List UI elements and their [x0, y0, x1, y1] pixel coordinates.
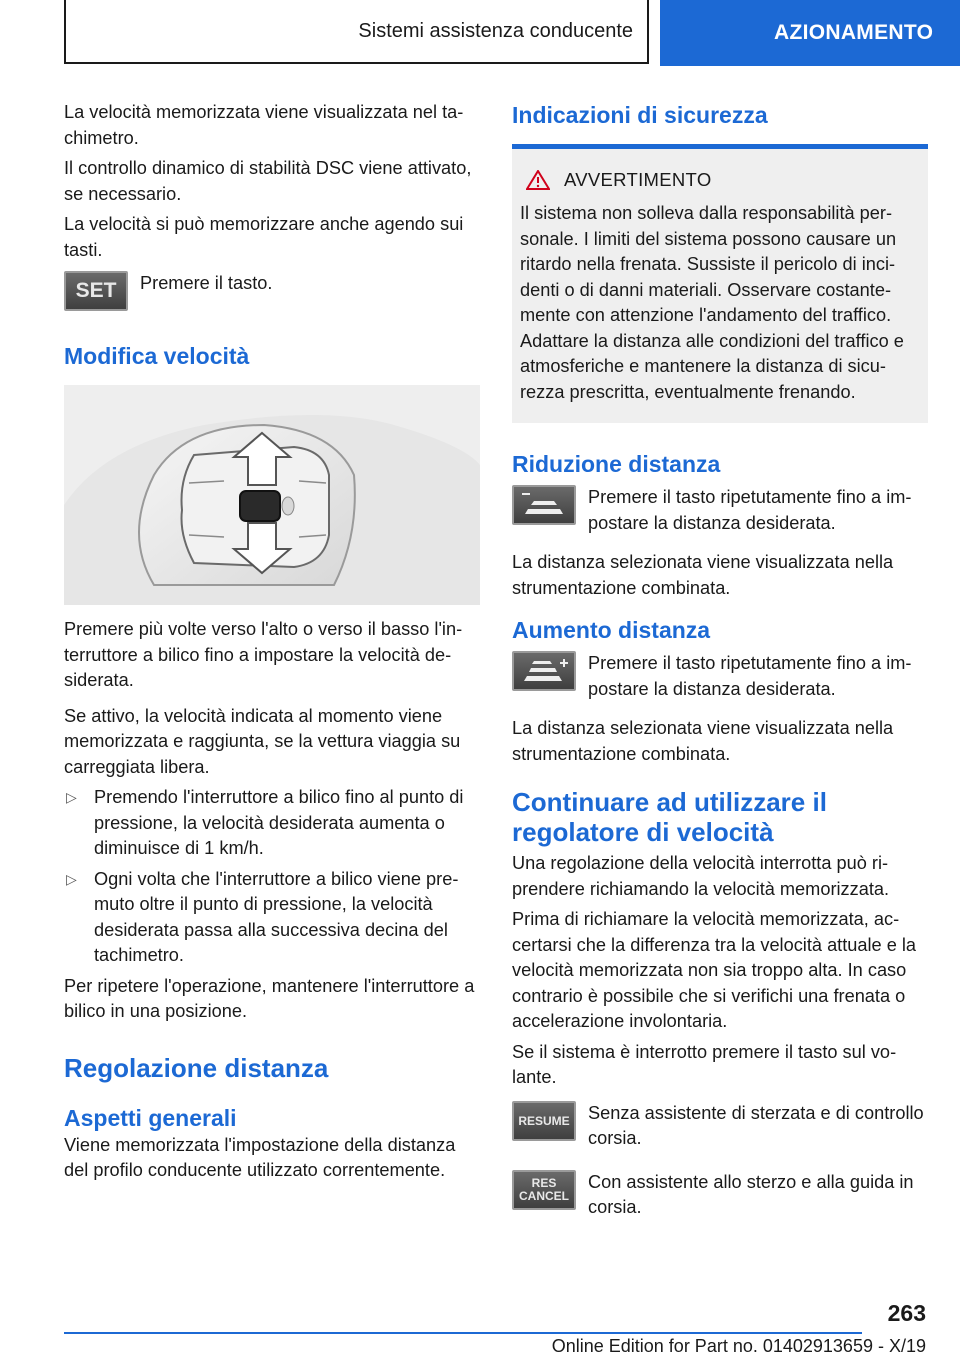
rescancel-button-row: [512, 1170, 928, 1221]
rescancel-text: Con assistente allo sterzo e alla guida in corsia.: [588, 1171, 914, 1217]
warning-text: Il sistema non solleva dalla responsabilità personale. I limiti del sistema possono causare un ritardo nella frenata. Sussiste il pericolo di incidenti o di danni materiali. Osservare costantemente con attenzione l'andamento del traffico. Adattare la distanza alle condizioni del traffico e atmosferiche e mantenere la distanza di sicurezza prescritta, eventualmente frenando.: [520, 203, 904, 402]
heading-aumento-distanza: Aumento distanza: [512, 617, 711, 643]
bullet-list: [64, 785, 482, 969]
riduzione-button-row: [512, 485, 928, 536]
page-number: 263: [887, 1300, 926, 1326]
distance-increase-icon: [512, 651, 576, 691]
set-button-icon: [64, 271, 128, 311]
heading-riduzione-distanza: Riduzione distanza: [512, 451, 721, 477]
rocker-switch-illustration: [64, 385, 480, 605]
warning-title-text: AVVERTIMENTO: [564, 169, 712, 190]
resume-button-icon: [512, 1101, 576, 1141]
paragraph: Per ripetere l'operazione, mantenere l'interruttore a bilico in una posizione.: [64, 975, 475, 1021]
rescancel-label-line1: RES: [531, 1175, 557, 1190]
list-item: [64, 867, 482, 969]
paragraph: La velocità memorizzata viene visualizzata nel tachimetro.: [64, 102, 464, 148]
aumento-text: Premere il tasto ripetutamente fino a impostare la distanza desiderata.: [588, 653, 912, 699]
section-title-text: Sistemi assistenza conducente: [358, 19, 633, 42]
paragraph: La distanza selezionata viene visualizzata nella strumentazione combinata.: [512, 718, 894, 764]
right-column: [512, 100, 928, 1221]
set-button-text: Premere il tasto.: [140, 273, 273, 293]
paragraph: Se il sistema è interrotto premere il tasto sul volante.: [512, 1041, 897, 1087]
left-column: [64, 100, 482, 1189]
resume-button-label: RESUME: [518, 1113, 570, 1128]
distance-decrease-icon: [512, 485, 576, 525]
paragraph: La distanza selezionata viene visualizzata nella strumentazione combinata.: [512, 552, 894, 598]
chapter-tab: [660, 0, 960, 66]
set-button-row: [64, 271, 482, 311]
paragraph: La velocità si può memorizzare anche agendo sui tasti.: [64, 214, 464, 260]
resume-button-row: [512, 1101, 928, 1152]
paragraph: Viene memorizzata l'impostazione della distanza del profilo conducente utilizzato correntemente.: [64, 1134, 456, 1180]
paragraph: Premere più volte verso l'alto o verso il basso l'interruttore a bilico fino a impostare la velocità desiderata.: [64, 619, 463, 690]
page-header: [0, 0, 960, 66]
list-item-text: Ogni volta che l'interruttore a bilico viene premuto oltre il punto di pressione, la velocità desiderata passa alla successiva decina del tachimetro.: [94, 868, 459, 965]
section-title: [64, 0, 649, 64]
heading-modifica-velocita: Modifica velocità: [64, 343, 250, 369]
online-edition-text: Online Edition for Part no. 01402913659 - X/19: [551, 1336, 926, 1356]
heading-indicazioni-sicurezza: Indicazioni di sicurezza: [512, 102, 768, 128]
rescancel-label-line2: CANCEL: [519, 1188, 569, 1203]
list-item: [64, 785, 482, 862]
paragraph: Se attivo, la velocità indicata al momento viene memorizzata e raggiunta, se la vettura viaggia su carreggiata libera.: [64, 705, 461, 777]
warning-box: [512, 144, 928, 423]
heading-regolazione-distanza: Regolazione distanza: [64, 1052, 329, 1083]
rescancel-button-icon: [512, 1170, 576, 1210]
warning-triangle-icon: [526, 170, 550, 190]
riduzione-text: Premere il tasto ripetutamente fino a impostare la distanza desiderata.: [588, 487, 912, 533]
footer-rule: [64, 1332, 862, 1334]
triangle-bullet-icon: ▷: [66, 870, 77, 887]
paragraph: Una regolazione della velocità interrotta può riprendere richiamando la velocità memorizzata.: [512, 853, 890, 899]
set-button-label: SET: [75, 279, 117, 302]
steering-wheel-switch-image: [64, 385, 480, 605]
warning-title: [520, 169, 920, 191]
paragraph: Prima di richiamare la velocità memorizzata, accertarsi che la differenza tra la velocità attuale e la velocità memorizzata non sia troppo alta. In caso contrario è possibile che si verifichi una frenata o accelerazione involontaria.: [512, 909, 917, 1031]
chapter-title-text: AZIONAMENTO: [774, 21, 934, 44]
paragraph: Il controllo dinamico di stabilità DSC viene attivato, se necessario.: [64, 158, 472, 204]
heading-continuare: Continuare ad utilizzare il regolatore di velocità: [512, 787, 827, 847]
resume-text: Senza assistente di sterzata e di controllo corsia.: [588, 1102, 924, 1148]
aumento-button-row: [512, 651, 928, 702]
heading-aspetti-generali: Aspetti generali: [64, 1104, 237, 1131]
triangle-bullet-icon: ▷: [66, 789, 77, 805]
list-item-text: Premendo l'interruttore a bilico fino al punto di pressione, la velocità desiderata aumenta o diminuisce di 1 km/h.: [94, 787, 464, 858]
